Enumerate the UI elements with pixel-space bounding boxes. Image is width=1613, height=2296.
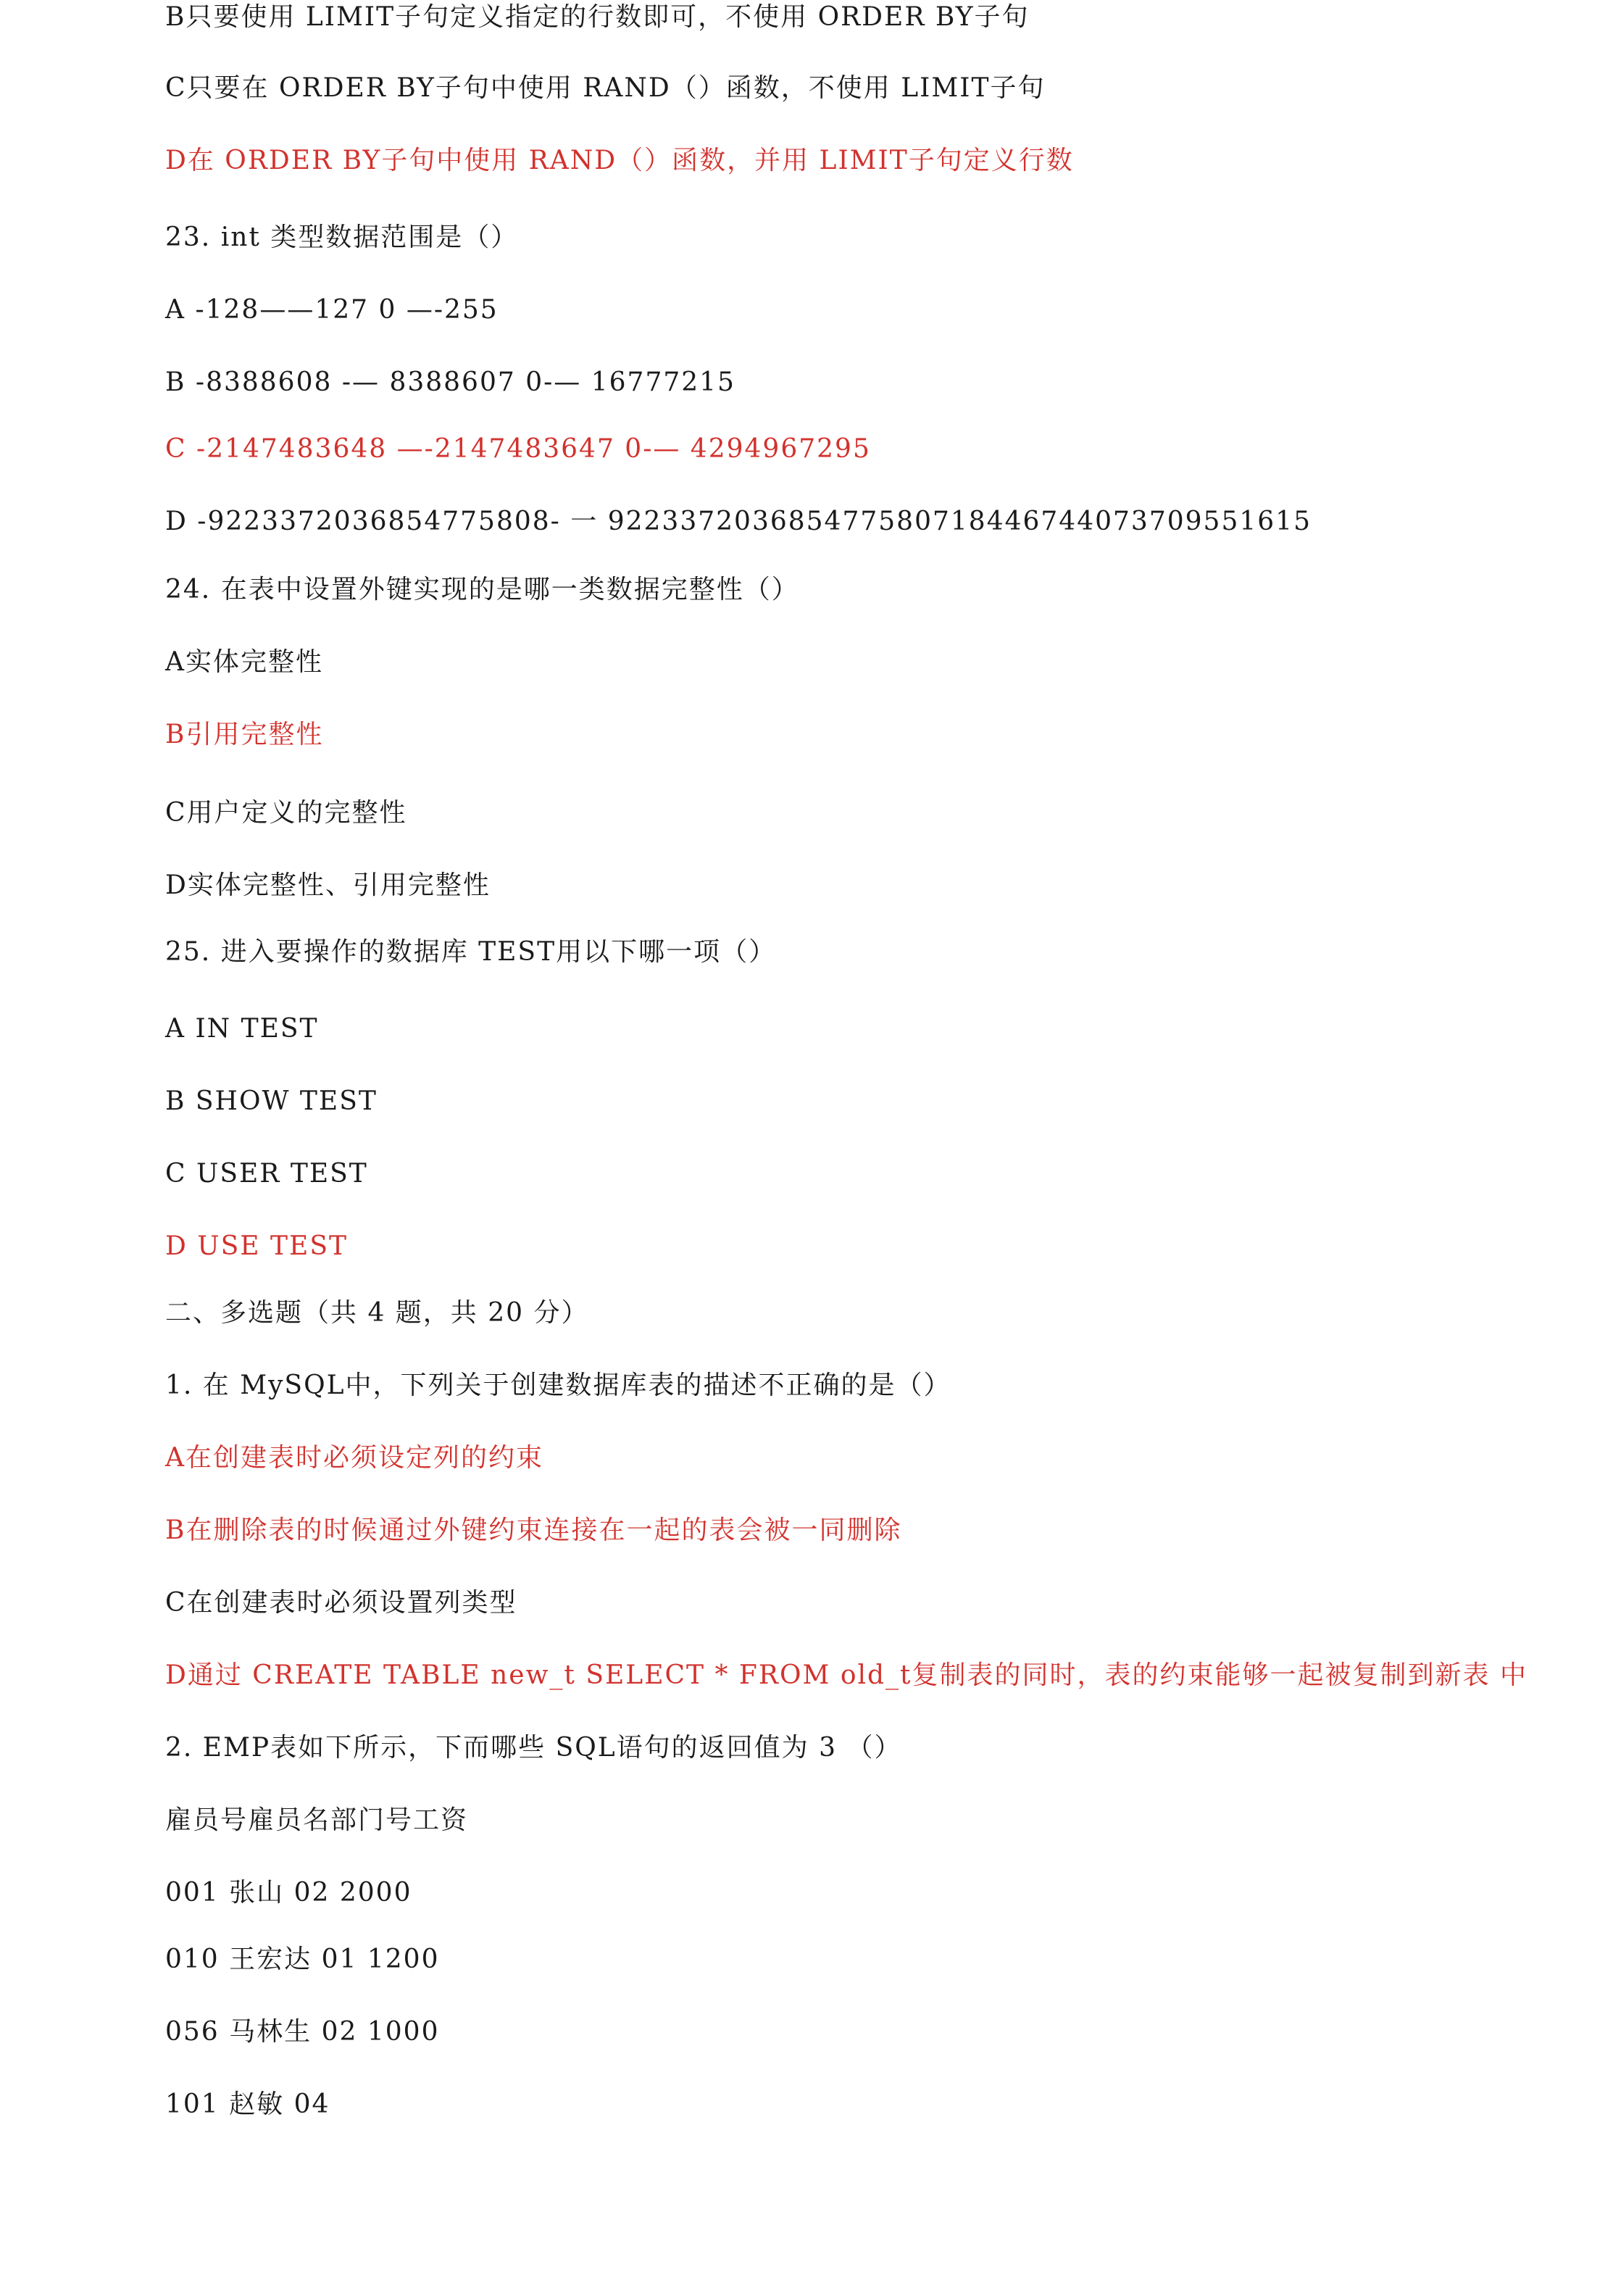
emp-table-row: 101 赵敏 04 [165, 2089, 330, 2119]
option-d-q23: D -9223372036854775808- 一 922337203685477580718446744073709551615 [165, 507, 1312, 536]
option-a-q25: A IN TEST [165, 1014, 319, 1044]
option-a-q23: A -128——127 0 —-255 [165, 295, 499, 325]
option-c-q25: C USER TEST [165, 1159, 368, 1189]
option-c-q24: C用户定义的完整性 [165, 798, 407, 828]
option-b-q22: B只要使用 LIMIT子句定义指定的行数即可，不使用 ORDER BY子句 [165, 2, 1030, 32]
option-a-q24: A实体完整性 [165, 647, 323, 677]
option-b-m1-answer: B在删除表的时候通过外键约束连接在一起的表会被一同删除 [165, 1515, 902, 1545]
option-b-q24-answer: B引用完整性 [165, 720, 324, 749]
multi-question-2: 2. EMP表如下所示，下而哪些 SQL语句的返回值为 3 （） [165, 1733, 902, 1763]
option-d-q22-answer: D在 ORDER BY子句中使用 RAND（）函数，并用 LIMIT子句定义行数 [165, 146, 1074, 175]
option-d-q24: D实体完整性、引用完整性 [165, 870, 491, 900]
question-25: 25. 进入要操作的数据库 TEST用以下哪一项（） [165, 937, 777, 967]
emp-table-row: 056 马林生 02 1000 [165, 2017, 440, 2047]
multi-question-1: 1. 在 MySQL中，下列关于创建数据库表的描述不正确的是（） [165, 1370, 951, 1400]
option-c-m1: C在创建表时必须设置列类型 [165, 1588, 517, 1618]
option-b-q25: B SHOW TEST [165, 1086, 378, 1116]
section-heading-multiple-choice: 二、多选题（共 4 题，共 20 分） [165, 1298, 589, 1328]
option-d-m1-answer: D通过 CREATE TABLE new_t SELECT * FROM old_t复制表的同时，表的约束能够一起被复制到新表 中 [165, 1660, 1527, 1690]
option-c-q23-answer: C -2147483648 —-2147483647 0-— 4294967295 [165, 434, 871, 464]
emp-table-row: 001 张山 02 2000 [165, 1878, 412, 1908]
emp-table-row: 010 王宏达 01 1200 [165, 1944, 440, 1974]
option-b-q23: B -8388608 -— 8388607 0-— 16777215 [165, 367, 735, 397]
option-a-m1-answer: A在创建表时必须设定列的约束 [165, 1443, 543, 1473]
emp-table-header: 雇员号雇员名部门号工资 [165, 1805, 469, 1835]
option-c-q22: C只要在 ORDER BY子句中使用 RAND（）函数，不使用 LIMIT子句 [165, 73, 1046, 103]
question-23: 23. int 类型数据范围是（） [165, 222, 519, 252]
question-24: 24. 在表中设置外键实现的是哪一类数据完整性（） [165, 575, 799, 604]
option-d-q25-answer: D USE TEST [165, 1231, 348, 1261]
